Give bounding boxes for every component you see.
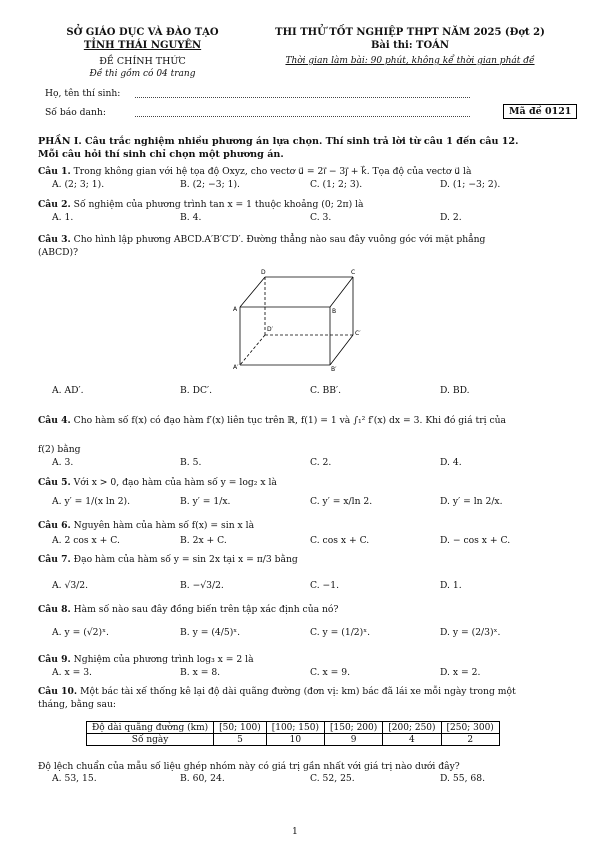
question-number: Câu 4. <box>38 415 71 426</box>
question-number: Câu 9. <box>38 654 71 665</box>
header-official: ĐỀ CHÍNH THỨC <box>99 56 186 67</box>
q3-option-a[interactable]: A. AD′. <box>52 385 84 396</box>
vertex-label-d: D <box>261 269 266 276</box>
question-number: Câu 5. <box>38 477 71 488</box>
q6-option-a[interactable]: A. 2 cos x + C. <box>52 535 120 546</box>
q9-option-c[interactable]: C. x = 9. <box>310 667 351 678</box>
question-number: Câu 10. <box>38 686 78 697</box>
id-label: Số báo danh: <box>45 107 106 118</box>
question-text: Với x > 0, đạo hàm của hàm số y = log₂ x là <box>73 477 277 488</box>
q5-option-c[interactable]: C. y′ = x/ln 2. <box>310 496 373 507</box>
q8-option-a[interactable]: A. y = (√2)ˣ. <box>52 627 109 638</box>
question-text-cont: tháng, bằng sau: <box>38 699 117 710</box>
q5-option-b[interactable]: B. y′ = 1/x. <box>180 496 231 507</box>
cube-edge <box>330 277 353 307</box>
vertex-label-c-prime: C′ <box>355 330 361 337</box>
question-6 <box>38 520 558 532</box>
table-cell: [200; 250) <box>383 722 441 734</box>
vertex-label-a: A <box>233 306 238 313</box>
header-exam-title: THI THỬ TỐT NGHIỆP THPT NĂM 2025 (Đợt 2) <box>275 27 545 38</box>
table-cell: [50; 100) <box>214 722 267 734</box>
q2-option-d[interactable]: D. 2. <box>440 212 462 223</box>
header-time: Thời gian làm bài: 90 phút, không kể thời gian phát đề <box>285 56 535 66</box>
question-number: Câu 8. <box>38 604 71 615</box>
header-pages: Đề thi gồm có 04 trang <box>89 69 196 79</box>
question-number: Câu 7. <box>38 554 71 565</box>
q6-option-b[interactable]: B. 2x + C. <box>180 535 227 546</box>
q1-option-d[interactable]: D. (1; −3; 2). <box>440 179 501 190</box>
q9-option-b[interactable]: B. x = 8. <box>180 667 221 678</box>
q1-option-c[interactable]: C. (1; 2; 3). <box>310 179 363 190</box>
cube-edge <box>330 335 353 365</box>
table-cell: [150; 200) <box>324 722 382 734</box>
q3-option-c[interactable]: C. BB′. <box>310 385 342 396</box>
cube-hidden-edge <box>240 335 265 365</box>
q4-option-b[interactable]: B. 5. <box>180 457 202 468</box>
table-row <box>87 734 500 746</box>
q10-option-b[interactable]: B. 60, 24. <box>180 773 225 784</box>
table-cell: [250; 300) <box>441 722 499 734</box>
exam-code-badge: Mã đề 0121 <box>503 104 577 119</box>
question-integral: ∫₁² f′(x) dx = 3. Khi đó giá trị của <box>353 415 506 426</box>
question-5 <box>38 477 558 489</box>
cube-edge <box>240 277 265 307</box>
table-cell: 10 <box>266 734 324 746</box>
q1-option-a[interactable]: A. (2; 3; 1). <box>52 179 105 190</box>
question-text: Cho hàm số f(x) có đạo hàm f′(x) liên tục trên ℝ, f(1) = 1 và <box>73 415 351 426</box>
part1-title: PHẦN I. Câu trắc nghiệm nhiều phương án lựa chọn. Thí sinh trả lời từ câu 1 đến câu 12. <box>38 136 519 147</box>
q9-option-d[interactable]: D. x = 2. <box>440 667 481 678</box>
q7-option-c[interactable]: C. −1. <box>310 580 340 591</box>
q3-option-b[interactable]: B. DC′. <box>180 385 212 396</box>
vertex-label-a-prime: A′ <box>233 364 239 371</box>
question-text: Trong không gian với hệ tọa độ Oxyz, cho vectơ u⃗ = 2i⃗ − 3j⃗ + k⃗. Tọa độ của vectơ u⃗ là <box>73 166 472 177</box>
q10-option-c[interactable]: C. 52, 25. <box>310 773 355 784</box>
q2-option-b[interactable]: B. 4. <box>180 212 202 223</box>
question-text: Nghiệm của phương trình log₃ x = 2 là <box>73 654 254 665</box>
q5-option-d[interactable]: D. y′ = ln 2/x. <box>440 496 503 507</box>
q2-option-a[interactable]: A. 1. <box>52 212 74 223</box>
q7-option-b[interactable]: B. −√3/2. <box>180 580 224 591</box>
vertex-label-d-prime: D′ <box>267 326 273 333</box>
question-10 <box>38 686 558 698</box>
question-8 <box>38 604 558 616</box>
question-text: Hàm số nào sau đây đồng biến trên tập xác định của nó? <box>73 604 339 615</box>
part1-subtitle: Mỗi câu hỏi thí sinh chỉ chọn một phương án. <box>38 149 284 160</box>
q8-option-d[interactable]: D. y = (2/3)ˣ. <box>440 627 501 638</box>
table-cell: Độ dài quãng đường (km) <box>87 722 214 734</box>
question-text-cont: Độ lệch chuẩn của mẫu số liệu ghép nhóm này có giá trị gần nhất với giá trị nào dưới đây? <box>38 761 460 772</box>
vertex-label-b-prime: B′ <box>331 366 337 373</box>
page-number: 1 <box>292 826 298 837</box>
q6-option-c[interactable]: C. cos x + C. <box>310 535 370 546</box>
vertex-label-c: C <box>351 269 356 276</box>
question-text: Nguyên hàm của hàm số f(x) = sin x là <box>73 520 255 531</box>
q1-option-b[interactable]: B. (2; −3; 1). <box>180 179 240 190</box>
frequency-table <box>86 721 500 746</box>
q3-option-d[interactable]: D. BD. <box>440 385 470 396</box>
q8-option-c[interactable]: C. y = (1/2)ˣ. <box>310 627 371 638</box>
q4-option-c[interactable]: C. 2. <box>310 457 332 468</box>
question-number: Câu 6. <box>38 520 71 531</box>
q4-option-a[interactable]: A. 3. <box>52 457 74 468</box>
table-row <box>87 722 500 734</box>
question-9 <box>38 654 558 666</box>
question-number: Câu 2. <box>38 199 71 210</box>
table-cell: 2 <box>441 734 499 746</box>
q10-option-a[interactable]: A. 53, 15. <box>52 773 97 784</box>
question-2 <box>38 199 558 211</box>
question-4 <box>38 415 558 426</box>
question-text: Một bác tài xế thống kê lại độ dài quãng đường (đơn vị: km) bác đã lái xe mỗi ngày trong một <box>80 686 516 697</box>
vertex-label-b: B <box>332 308 337 315</box>
question-text: Đạo hàm của hàm số y = sin 2x tại x = π/3 bằng <box>73 554 298 565</box>
cube-figure <box>225 265 375 377</box>
question-text: Số nghiệm của phương trình tan x = 1 thuộc khoảng (0; 2π) là <box>73 199 364 210</box>
table-cell: [100; 150) <box>266 722 324 734</box>
question-text-cont: f(2) bằng <box>38 444 81 455</box>
question-text-cont: (ABCD)? <box>38 247 79 258</box>
q6-option-d[interactable]: D. − cos x + C. <box>440 535 511 546</box>
table-cell: 5 <box>214 734 267 746</box>
id-field[interactable] <box>135 115 470 117</box>
q4-option-d[interactable]: D. 4. <box>440 457 462 468</box>
table-cell: Số ngày <box>87 734 214 746</box>
q2-option-c[interactable]: C. 3. <box>310 212 332 223</box>
question-7 <box>38 554 558 566</box>
q9-option-a[interactable]: A. x = 3. <box>52 667 92 678</box>
question-3 <box>38 234 558 246</box>
q7-option-d[interactable]: D. 1. <box>440 580 462 591</box>
header-dept: SỞ GIÁO DỤC VÀ ĐÀO TẠO <box>66 27 219 38</box>
name-label: Họ, tên thí sinh: <box>45 88 121 99</box>
question-1 <box>38 166 558 178</box>
name-field[interactable] <box>135 96 470 98</box>
q10-option-d[interactable]: D. 55, 68. <box>440 773 486 784</box>
q7-option-a[interactable]: A. √3/2. <box>52 580 89 591</box>
q5-option-a[interactable]: A. y′ = 1/(x ln 2). <box>52 496 131 507</box>
question-number: Câu 1. <box>38 166 71 177</box>
table-cell: 9 <box>324 734 382 746</box>
header-subject: Bài thi: TOÁN <box>370 40 450 51</box>
table-cell: 4 <box>383 734 441 746</box>
header-province: TỈNH THÁI NGUYÊN <box>83 40 202 51</box>
question-text: Cho hình lập phương ABCD.A′B′C′D′. Đường thẳng nào sau đây vuông góc với mặt phẳng <box>73 234 486 245</box>
q8-option-b[interactable]: B. y = (4/5)ˣ. <box>180 627 241 638</box>
question-number: Câu 3. <box>38 234 71 245</box>
